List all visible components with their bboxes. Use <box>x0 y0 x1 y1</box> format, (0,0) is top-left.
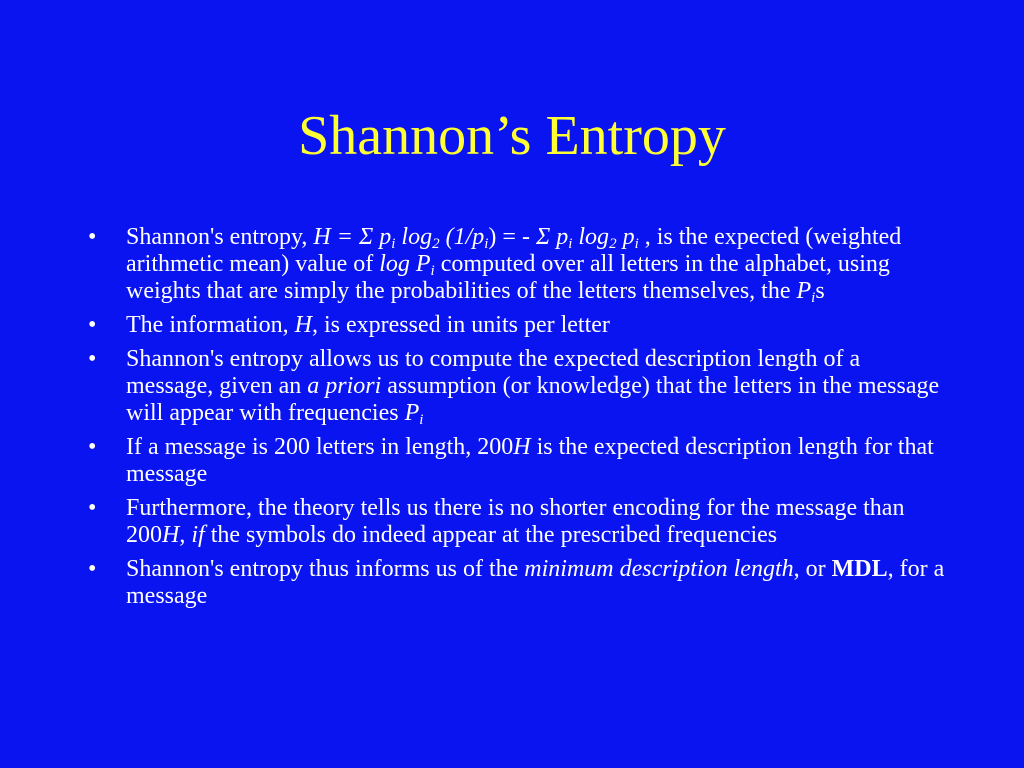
bullet-text-run: s <box>815 278 825 304</box>
bullet-item <box>88 556 948 610</box>
bullet-item <box>88 434 948 488</box>
bullet-marker: • <box>88 312 97 338</box>
bullet-text-run: is the expected description length for that message <box>126 434 934 487</box>
bullet-text-run: , or <box>793 556 832 582</box>
bullet-text-run: i <box>419 412 424 428</box>
bullet-text-run: i <box>811 290 816 306</box>
bullet-text-run: (1/ <box>439 224 473 250</box>
bullet-list <box>88 224 948 617</box>
bullet-text-run: = Σ <box>330 224 380 250</box>
bullet-item <box>88 495 948 549</box>
bullet-text-run: The information, <box>126 312 295 338</box>
bullet-text-run: , is expressed in units per letter <box>311 312 610 338</box>
bullet-text-run: ) = - <box>488 224 536 250</box>
bullet-marker: • <box>88 495 97 521</box>
bullet-text-run: i <box>568 236 573 252</box>
bullet-item <box>88 346 948 427</box>
bullet-text-run: if <box>191 522 205 548</box>
bullet-text-run: log P <box>379 251 431 277</box>
bullet-text-run: 2 <box>609 236 617 252</box>
bullet-marker: • <box>88 224 97 250</box>
bullet-text-run: Shannon's entropy allows us to compute the expected description length of a message, given an <box>126 346 861 399</box>
bullet-text-run: p <box>616 224 635 250</box>
bullet-text-run: H <box>294 312 312 338</box>
bullet-text-run: , for a message <box>126 556 945 609</box>
bullet-text-run: H <box>513 434 531 460</box>
bullet-text-run: P <box>796 278 812 304</box>
bullet-marker: • <box>88 434 97 460</box>
bullet-text-run: a priori <box>307 373 382 399</box>
bullet-text-run: log <box>395 224 433 250</box>
bullet-text-run: , <box>179 522 192 548</box>
bullet-item <box>88 224 948 305</box>
bullet-marker: • <box>88 346 97 372</box>
bullet-text-run: Shannon's entropy, <box>126 224 314 250</box>
bullet-text-run: MDL <box>831 556 888 582</box>
bullet-text-run: , is the expected (weighted arithmetic mean) value of <box>126 224 902 277</box>
bullet-text-run: Σ p <box>535 224 569 250</box>
bullet-marker: • <box>88 556 97 582</box>
bullet-text-run: log <box>572 224 610 250</box>
bullet-text-run: the symbols do indeed appear at the prescribed frequencies <box>204 522 778 548</box>
bullet-text-run: i <box>430 263 435 279</box>
bullet-text-run: p <box>472 224 485 250</box>
bullet-text-run: assumption (or knowledge) that the letters in the message will appear with frequencies <box>126 373 940 426</box>
bullet-text-run: 2 <box>432 236 440 252</box>
bullet-item <box>88 312 948 339</box>
bullet-text-run: H <box>162 522 180 548</box>
bullet-text-run: P <box>404 400 420 426</box>
bullet-text-run: Shannon's entropy thus informs us of the <box>126 556 525 582</box>
bullet-text-run: i <box>391 236 396 252</box>
bullet-text-run: i <box>634 236 639 252</box>
bullet-text-run: If a message is 200 letters in length, 200 <box>126 434 514 460</box>
bullet-text-run: computed over all letters in the alphabet, using weights that are simply the probabilities of the letters themselves, the <box>126 251 890 304</box>
bullet-text-run: H <box>313 224 331 250</box>
bullet-text-run: minimum description length <box>524 556 794 582</box>
bullet-text-run: p <box>379 224 392 250</box>
slide-title: Shannon’s Entropy <box>298 105 726 167</box>
bullet-text-run: Furthermore, the theory tells us there is no shorter encoding for the message than 200 <box>126 495 905 548</box>
bullet-text-run: i <box>484 236 489 252</box>
